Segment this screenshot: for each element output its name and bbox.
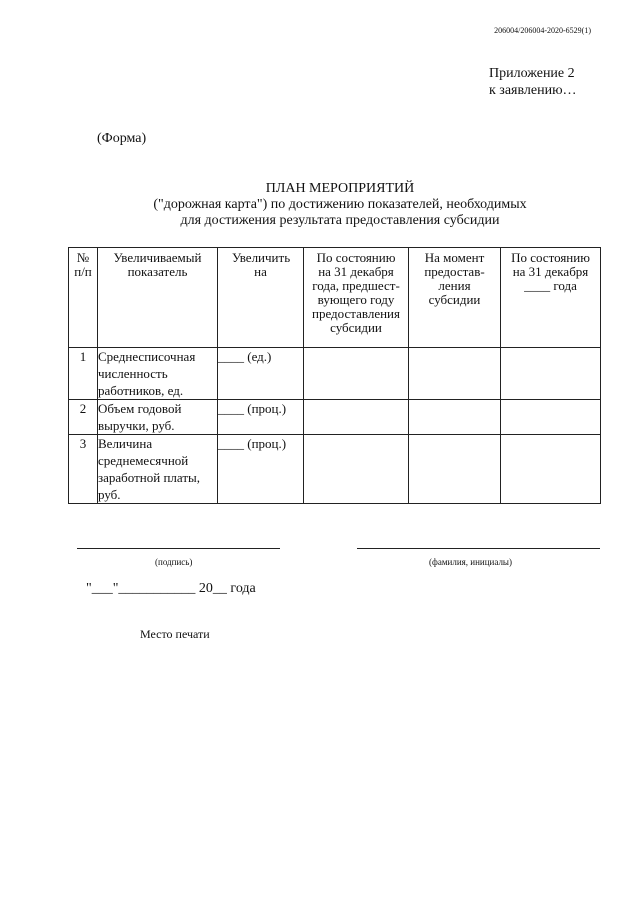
date-line: "___"___________ 20__ года (86, 581, 256, 596)
increase-cell: ____ (проц.) (218, 435, 304, 504)
column-header-indicator: Увеличиваемый показатель (98, 248, 218, 348)
form-label: (Форма) (97, 131, 147, 146)
previous-year-cell (304, 348, 409, 400)
previous-year-cell (304, 400, 409, 435)
document-title (68, 181, 612, 229)
indicators-table (68, 247, 601, 504)
name-line (357, 548, 600, 549)
increase-cell: ____ (проц.) (218, 400, 304, 435)
signature-caption: (подпись) (155, 557, 193, 567)
column-header-at-grant: На момент предостав- ления субсидии (409, 248, 501, 348)
at-grant-cell (409, 400, 501, 435)
document-id: 206004/206004-2020-6529(1) (494, 26, 591, 35)
appendix-line-2: к заявлению… (489, 83, 577, 98)
target-year-cell (501, 400, 601, 435)
column-header-number: № п/п (69, 248, 98, 348)
title-line-1: ПЛАН МЕРОПРИЯТИЙ (265, 181, 415, 196)
column-header-increase: Увеличить на (218, 248, 304, 348)
indicator-cell: Величина среднемесячной заработной платы, руб. (98, 435, 218, 504)
row-number: 2 (69, 400, 98, 435)
seal-place: Место печати (140, 627, 210, 641)
appendix-line-1: Приложение 2 (489, 66, 575, 81)
column-header-previous-year: По состоянию на 31 декабря года, предшест- вующего году предоставления субсидии (304, 248, 409, 348)
indicator-cell: Среднесписочная численность работников, ед. (98, 348, 218, 400)
name-caption: (фамилия, инициалы) (429, 557, 512, 567)
title-line-2: ("дорожная карта") по достижению показателей, необходимых (153, 197, 527, 212)
table-row (69, 400, 601, 435)
table-row (69, 435, 601, 504)
column-header-target-year: По состоянию на 31 декабря ____ года (501, 248, 601, 348)
table-header-row (69, 248, 601, 348)
appendix-reference (489, 65, 577, 99)
target-year-cell (501, 435, 601, 504)
signature-line (77, 548, 280, 549)
previous-year-cell (304, 435, 409, 504)
indicator-cell: Объем годовой выручки, руб. (98, 400, 218, 435)
row-number: 1 (69, 348, 98, 400)
row-number: 3 (69, 435, 98, 504)
target-year-cell (501, 348, 601, 400)
at-grant-cell (409, 435, 501, 504)
table-row (69, 348, 601, 400)
increase-cell: ____ (ед.) (218, 348, 304, 400)
title-line-3: для достижения результата предоставления субсидии (180, 213, 500, 228)
at-grant-cell (409, 348, 501, 400)
